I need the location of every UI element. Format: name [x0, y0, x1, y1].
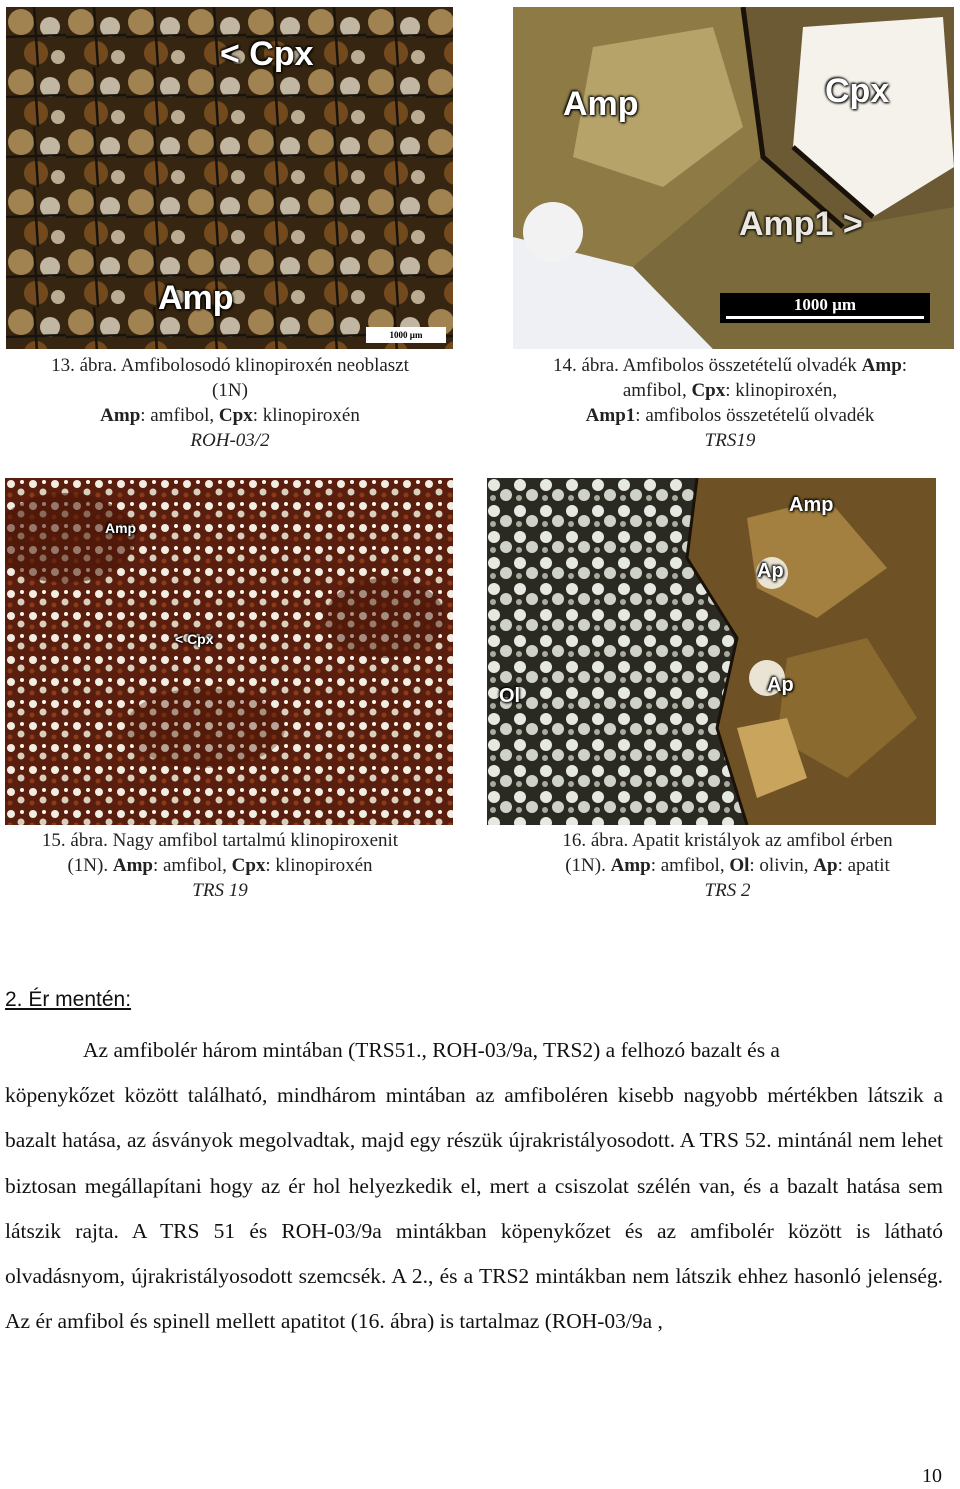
scale-bar: [366, 327, 446, 343]
caption-sample-id: ROH-03/2: [190, 430, 270, 451]
figure-14-caption: [500, 353, 960, 453]
label-amp: Amp: [158, 279, 234, 317]
label-ap: Ap: [767, 674, 794, 696]
figure-13-caption: [0, 353, 460, 453]
caption-line: Amp1: amfibolos összetételű olvadék: [585, 405, 875, 426]
caption-sample-id: TRS 2: [704, 880, 751, 901]
caption-line: 16. ábra. Apatit kristályok az amfibol érben: [562, 830, 893, 851]
caption-line: 14. ábra. Amfibolos összetételű olvadék Amp:: [552, 355, 908, 376]
label-cpx: < Cpx: [220, 35, 314, 73]
caption-line: (1N). Amp: amfibol, Cpx: klinopiroxén: [67, 855, 373, 876]
figure-15-caption: [0, 828, 440, 903]
scale-bar-label: 1000 µm: [793, 295, 857, 314]
caption-line: 15. ábra. Nagy amfibol tartalmú klinopiroxenit: [41, 830, 399, 851]
paragraph-first-line: Az amfibolér három mintában (TRS51., ROH-03/9a, TRS2) a felhozó bazalt és a: [83, 1038, 780, 1062]
caption-line: 13. ábra. Amfibolosodó klinopiroxén neoblaszt: [51, 355, 409, 376]
label-ap: Ap: [757, 560, 784, 582]
figure-13-micrograph: [6, 7, 453, 349]
figure-15-micrograph: [5, 478, 453, 825]
paragraph-text: köpenykőzet között található, mindhárom mintában az amfiboléren kisebb nagyobb mértékben látszik a bazalt hatása, az ásványok megolvadtak, majd egy részük újrakristályosodott. A TRS 52. mintánál nem lehet biztosan megállapítani hogy az ér hol helyezkedik el, mert a csiszolat szélén van, és a bazalt hatása sem látszik rajta. A TRS 51 és ROH-03/9a mintákban köpenykőzet és az amfibolér között is látható olvadásnyom, újrakristályosodott szemcsék. A 2., és a TRS2 mintákban nem látszik ehhez hasonló jelenség. Az ér amfibol és spinell mellett apatitot (16. ábra) is tartalmaz (ROH-03/9a ,: [5, 1083, 943, 1334]
label-amp: Amp: [789, 494, 834, 516]
label-amp1: Amp1 >: [739, 205, 863, 243]
section-heading: 2. Ér mentén:: [5, 988, 132, 1011]
label-cpx: Cpx: [825, 72, 890, 110]
figure-16-image: [487, 478, 936, 825]
figure-14-micrograph: [513, 7, 954, 349]
caption-line: amfibol, Cpx: klinopiroxén,: [622, 380, 838, 401]
caption-sample-id: TRS19: [704, 430, 756, 451]
page-number: 10: [922, 1465, 942, 1487]
figure-16-micrograph: [487, 478, 936, 825]
label-ol: Ol: [499, 685, 521, 707]
caption-sample-id: TRS 19: [192, 880, 248, 901]
caption-line: Amp: amfibol, Cpx: klinopiroxén: [100, 405, 360, 426]
body-paragraph: [5, 1028, 943, 1344]
scale-bar-label: 1000 µm: [389, 330, 423, 340]
label-amp: Amp: [563, 85, 639, 123]
figure-16-caption: [505, 828, 950, 903]
caption-line: (1N): [212, 380, 248, 401]
label-cpx: < Cpx: [175, 631, 214, 647]
label-amp: Amp: [105, 520, 137, 536]
caption-line: (1N). Amp: amfibol, Ol: olivin, Ap: apatit: [565, 855, 890, 876]
scale-bar: [720, 293, 930, 323]
figure-15-image: [5, 478, 453, 825]
